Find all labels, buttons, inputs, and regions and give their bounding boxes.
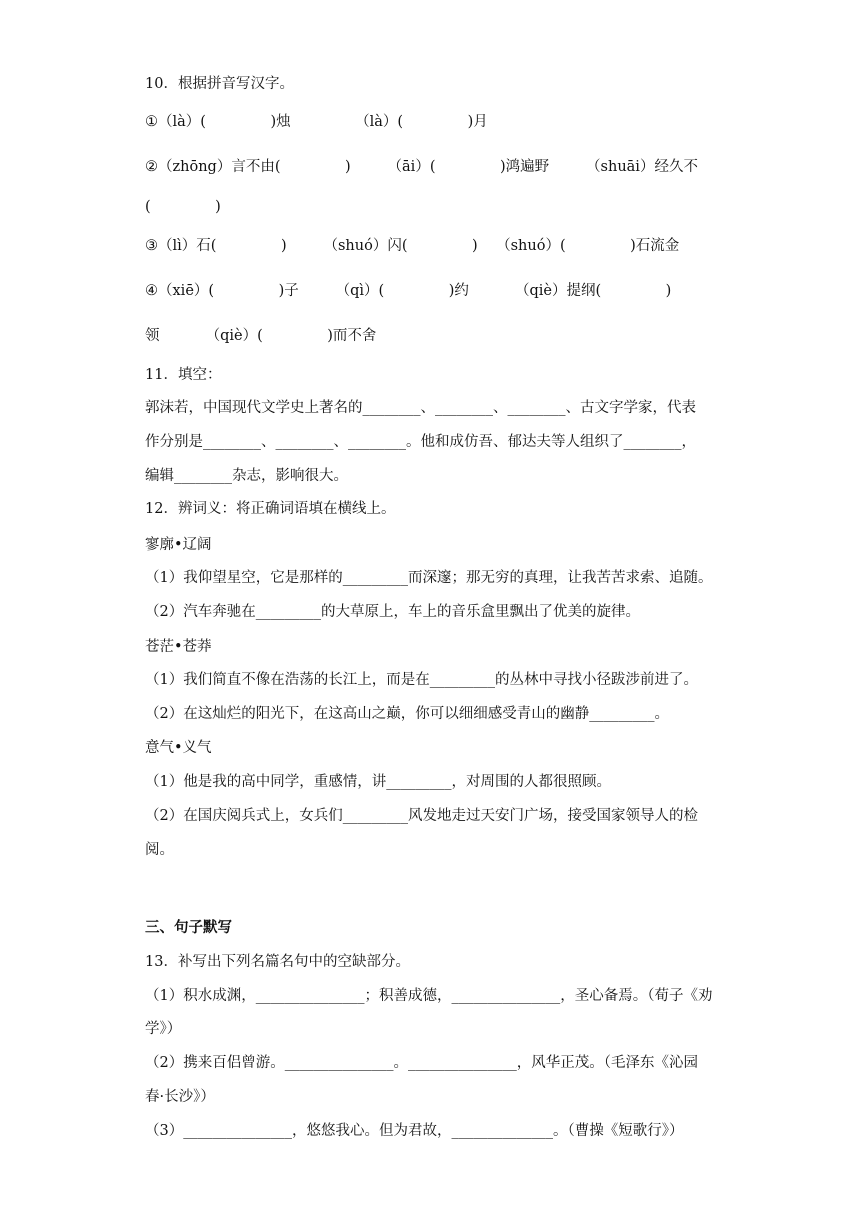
q13-item-3: （3）_______________，悠悠我心。但为君故，______________。（曹操《短歌行》）	[145, 1123, 684, 1139]
q10-line-1: ①（là）( )烛 （là）( )月	[145, 114, 488, 130]
q10-line-2: ②（zhōng）言不由( ) （āi）( )鸿遍野 （shuāi）经久不	[145, 159, 698, 175]
q13-title: 13．补写出下列名篇名句中的空缺部分。	[145, 954, 410, 970]
q12-sentence-3-1: （1）他是我的高中同学，重感情，讲_________，对周围的人都很照顾。	[145, 774, 611, 790]
q13-item-2-cont: 春·长沙》）	[145, 1089, 215, 1105]
q11-line-3: 编辑________杂志，影响很大。	[145, 468, 348, 484]
q12-word-pair-1: 寥廓•辽阔	[145, 537, 212, 553]
q12-word-pair-3: 意气•义气	[145, 740, 212, 756]
q12-sentence-3-2: （2）在国庆阅兵式上，女兵们_________风发地走过天安门广场，接受国家领导人的检	[145, 808, 698, 824]
q10-title: 10．根据拼音写汉字。	[145, 76, 294, 92]
q11-title: 11．填空：	[145, 367, 222, 383]
q12-sentence-1-1: （1）我仰望星空，它是那样的_________而深邃；那无穷的真理，让我苦苦求索、追随。	[145, 570, 713, 586]
q12-sentence-2-1: （1）我们简直不像在浩荡的长江上，而是在_________的丛林中寻找小径跋涉前进了。	[145, 672, 698, 688]
q13-item-1-cont: 学》）	[145, 1021, 182, 1037]
q13-item-1: （1）积水成渊，_______________；积善成德，_______________，圣心备焉。（荀子《劝	[145, 988, 713, 1004]
q11-line-2: 作分别是________、________、________。他和成仿吾、郁达夫等人组织了________，	[145, 434, 696, 450]
q12-sentence-1-2: （2）汽车奔驰在_________的大草原上，车上的音乐盒里飘出了优美的旋律。	[145, 604, 640, 620]
q10-line-5: ④（xiē）( )子 （qì）( )约 （qiè）提纲( )	[145, 283, 672, 299]
q11-line-1: 郭沫若，中国现代文学史上著名的________、________、________、古文字学家，代表	[145, 400, 696, 416]
q10-line-6: 领 （qiè）( )而不舍	[145, 328, 377, 344]
q12-word-pair-2: 苍茫•苍莽	[145, 639, 212, 655]
q12-title: 12．辨词义：将正确词语填在横线上。	[145, 501, 396, 517]
q10-line-3: ( )	[145, 199, 221, 215]
q10-line-4: ③（lì）石( ) （shuó）闪( ) （shuó）( )石流金	[145, 238, 680, 254]
q12-sentence-3-2-cont: 阅。	[145, 842, 174, 858]
section-heading: 三、句子默写	[145, 919, 232, 936]
q13-item-2: （2）携来百侣曾游。_______________。_______________，风华正茂。（毛泽东《沁园	[145, 1055, 698, 1071]
q12-sentence-2-2: （2）在这灿烂的阳光下，在这高山之巅，你可以细细感受青山的幽静_________。	[145, 706, 669, 722]
